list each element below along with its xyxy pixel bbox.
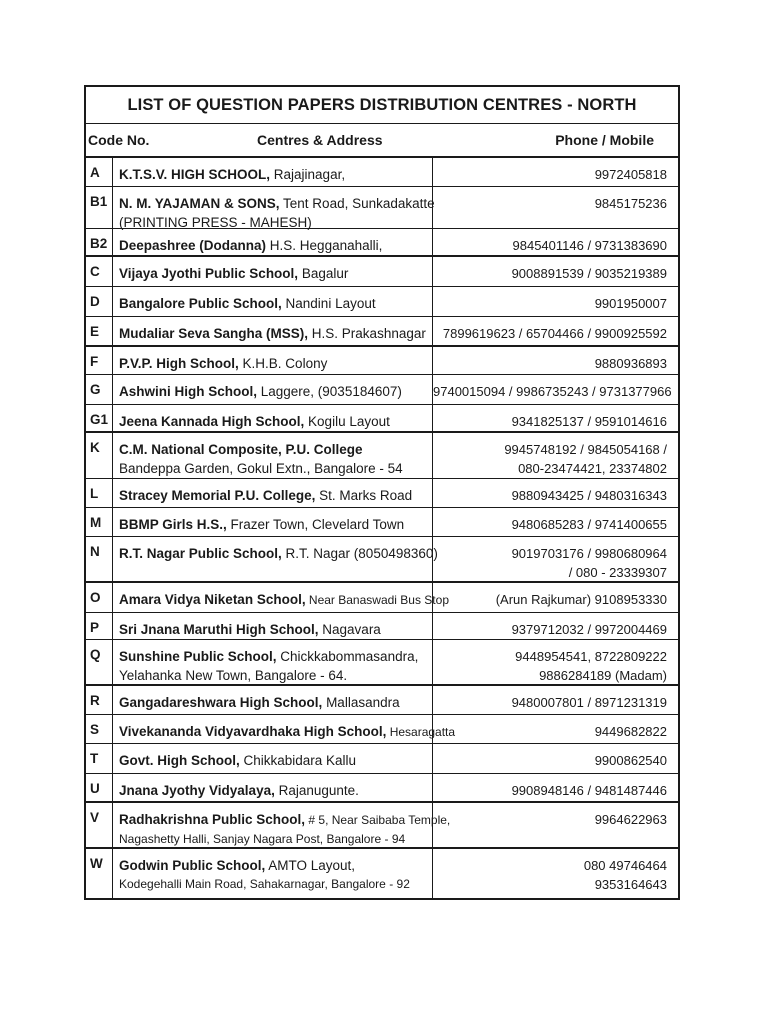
row-code: G1 [86, 405, 113, 431]
row-phone [433, 347, 678, 374]
row-centre [113, 537, 438, 581]
centre-address: R.T. Nagar (8050498360) [281, 546, 438, 561]
row-phone [433, 583, 678, 612]
centre-address: K.H.B. Colony [238, 356, 328, 371]
centre-name: Radhakrishna Public School, [119, 812, 306, 827]
phone-number-line2: 9886284189 (Madam) [539, 668, 667, 683]
centre-name: N. M. YAJAMAN & SONS, [119, 196, 280, 211]
centre-address: Tent Road, Sunkadakatte [279, 196, 435, 211]
centre-address: H.S. Prakashnagar [308, 326, 426, 341]
row-centre [113, 317, 433, 345]
centre-name: Jnana Jyothy Vidyalaya, [119, 783, 275, 798]
phone-number: 080 49746464 [583, 858, 667, 873]
phone-number: 9449682822 [594, 724, 667, 739]
centre-name: R.T. Nagar Public School, [119, 546, 282, 561]
phone-number: 9008891539 / 9035219389 [511, 266, 667, 281]
centre-address: H.S. Hegganahalli, [266, 238, 383, 253]
header-phone: Phone / Mobile [555, 132, 654, 148]
row-centre [113, 187, 433, 228]
row-code: F [86, 347, 113, 374]
centre-address: Chickkabommasandra, [276, 649, 419, 664]
phone-number: 9341825137 / 9591014616 [511, 414, 667, 429]
row-code: L [86, 479, 113, 507]
centre-name: K.T.S.V. HIGH SCHOOL, [119, 167, 271, 182]
table-row [86, 744, 678, 774]
centre-address: Chikkabidara Kallu [239, 753, 357, 768]
row-centre [113, 347, 433, 374]
centre-address-line2: (PRINTING PRESS - MAHESH) [119, 215, 312, 230]
row-code: K [86, 433, 113, 478]
centre-name: Ashwini High School, [119, 384, 257, 399]
centre-name: Stracey Memorial P.U. College, [119, 488, 316, 503]
centre-address: Rajajinagar, [270, 167, 346, 182]
centre-address: Laggere, (9035184607) [257, 384, 402, 399]
row-centre [113, 849, 433, 898]
phone-number: 9379712032 / 9972004469 [511, 622, 667, 637]
table-row [86, 849, 678, 898]
table-row [86, 537, 678, 583]
row-centre [113, 744, 433, 773]
row-code: V [86, 803, 113, 847]
centre-name: Gangadareshwara High School, [119, 695, 323, 710]
row-phone [433, 715, 678, 743]
centre-name: Godwin Public School, [119, 858, 266, 873]
phone-number: 9900862540 [594, 753, 667, 768]
row-code: O [86, 583, 113, 612]
row-phone [433, 375, 683, 404]
row-phone [433, 613, 678, 639]
centre-name: Deepashree (Dodanna) [119, 238, 267, 253]
row-phone [433, 257, 678, 286]
phone-number: 9880936893 [594, 356, 667, 371]
table-row [86, 187, 678, 229]
centre-address-line2: Yelahanka New Town, Bangalore - 64. [119, 668, 348, 683]
table-row [86, 158, 678, 187]
row-code: R [86, 686, 113, 714]
centre-address: Nagavara [318, 622, 381, 637]
row-phone [433, 537, 678, 581]
centre-address: Hesaragatta [386, 725, 456, 739]
page-title: LIST OF QUESTION PAPERS DISTRIBUTION CENTRES - NORTH [86, 87, 678, 124]
phone-number-line2: 080-23474421, 23374802 [518, 461, 667, 476]
row-phone [433, 433, 678, 478]
phone-number: (Arun Rajkumar) 9108953330 [495, 592, 667, 607]
centre-name: BBMP Girls H.S., [119, 517, 227, 532]
row-code: T [86, 744, 113, 773]
phone-number: 9972405818 [594, 167, 667, 182]
table-row [86, 257, 678, 287]
centre-address-line2: Bandeppa Garden, Gokul Extn., Bangalore - 54 [119, 461, 403, 476]
row-centre [113, 640, 433, 684]
phone-number: 9448954541, 8722809222 [515, 649, 667, 664]
row-centre [113, 375, 433, 404]
table-row [86, 405, 678, 433]
table-row [86, 774, 678, 803]
phone-number: 9019703176 / 9980680964 [511, 546, 667, 561]
row-code: M [86, 508, 113, 536]
row-centre [113, 508, 433, 536]
centre-address: Bagalur [298, 266, 349, 281]
row-centre [113, 405, 433, 431]
phone-number: 9845401146 / 9731383690 [512, 238, 667, 253]
row-code: D [86, 287, 113, 316]
centre-address: AMTO Layout, [265, 858, 356, 873]
table-row [86, 479, 678, 508]
row-code: Q [86, 640, 113, 684]
row-phone [433, 640, 678, 684]
row-code: B1 [86, 187, 113, 228]
centre-address-line2: Nagashetty Halli, Sanjay Nagara Post, Bangalore - 94 [119, 832, 406, 846]
row-phone [433, 187, 678, 228]
table-row [86, 803, 678, 849]
row-centre [113, 229, 433, 255]
table-body [86, 158, 678, 898]
row-code: W [86, 849, 113, 898]
row-code: N [86, 537, 113, 581]
table-row [86, 287, 678, 317]
table-row [86, 317, 678, 347]
centre-name: Sri Jnana Maruthi High School, [119, 622, 319, 637]
row-phone [433, 405, 678, 431]
centre-name: P.V.P. High School, [119, 356, 239, 371]
table-row [86, 229, 678, 257]
phone-number: 9945748192 / 9845054168 / [504, 442, 667, 457]
table-row [86, 715, 678, 744]
table-row [86, 433, 678, 479]
table-row [86, 347, 678, 375]
table-row [86, 686, 678, 715]
distribution-centres-table [84, 85, 680, 900]
row-code: G [86, 375, 113, 404]
centre-name: Bangalore Public School, [119, 296, 282, 311]
column-headers [86, 124, 678, 158]
row-phone [433, 849, 678, 898]
centre-name: Jeena Kannada High School, [119, 414, 305, 429]
row-phone [433, 774, 678, 801]
centre-address: Mallasandra [322, 695, 400, 710]
centre-address: # 5, Near Saibaba Temple, [305, 813, 451, 827]
centre-name: Vijaya Jyothi Public School, [119, 266, 299, 281]
table-row [86, 640, 678, 686]
table-row [86, 613, 678, 640]
row-code: S [86, 715, 113, 743]
row-centre [113, 686, 433, 714]
phone-number: 9908948146 / 9481487446 [511, 783, 667, 798]
centre-address-line2: Kodegehalli Main Road, Sahakarnagar, Bangalore - 92 [119, 877, 410, 891]
phone-number-line2: / 080 - 23339307 [568, 565, 667, 580]
centre-name: Govt. High School, [119, 753, 240, 768]
phone-number-line2: 9353164643 [594, 877, 667, 892]
row-phone [433, 158, 678, 186]
table-row [86, 583, 678, 613]
row-phone [433, 686, 678, 714]
phone-number: 9964622963 [594, 812, 667, 827]
row-code: E [86, 317, 113, 345]
row-centre [113, 774, 433, 801]
row-centre [113, 158, 433, 186]
row-code: P [86, 613, 113, 639]
row-centre [113, 433, 433, 478]
row-phone [433, 287, 678, 316]
row-code: C [86, 257, 113, 286]
centre-name: Mudaliar Seva Sangha (MSS), [119, 326, 309, 341]
row-phone [433, 744, 678, 773]
phone-number: 9901950007 [594, 296, 667, 311]
row-centre [113, 287, 433, 316]
centre-name: Sunshine Public School, [119, 649, 277, 664]
row-centre [113, 257, 433, 286]
centre-name: Vivekananda Vidyavardhaka High School, [119, 724, 387, 739]
row-centre [113, 479, 433, 507]
centre-name: Amara Vidya Niketan School, [119, 592, 306, 607]
centre-address: Rajanugunte. [274, 783, 359, 798]
centre-name: C.M. National Composite, P.U. College [119, 442, 363, 457]
row-code: A [86, 158, 113, 186]
row-phone [433, 803, 678, 847]
table-row [86, 375, 678, 405]
row-phone [433, 229, 678, 255]
centre-address: Frazer Town, Clevelard Town [226, 517, 405, 532]
header-centre: Centres & Address [257, 132, 383, 148]
row-phone [433, 479, 678, 507]
table-row [86, 508, 678, 537]
row-centre [113, 583, 449, 612]
row-code: B2 [86, 229, 113, 255]
phone-number: 9740015094 / 9986735243 / 9731377966 [433, 384, 672, 399]
centre-address: Kogilu Layout [304, 414, 390, 429]
centre-address: Nandini Layout [281, 296, 376, 311]
row-centre [113, 803, 451, 847]
phone-number: 7899619623 / 65704466 / 9900925592 [442, 326, 667, 341]
phone-number: 9845175236 [594, 196, 667, 211]
phone-number: 9480007801 / 8971231319 [511, 695, 667, 710]
row-phone [433, 317, 678, 345]
header-code: Code No. [88, 132, 150, 148]
centre-address: St. Marks Road [315, 488, 413, 503]
phone-number: 9480685283 / 9741400655 [511, 517, 667, 532]
phone-number: 9880943425 / 9480316343 [511, 488, 667, 503]
row-centre [113, 715, 456, 743]
centre-address: Near Banaswadi Bus Stop [305, 593, 449, 607]
row-phone [433, 508, 678, 536]
row-code: U [86, 774, 113, 801]
row-centre [113, 613, 433, 639]
